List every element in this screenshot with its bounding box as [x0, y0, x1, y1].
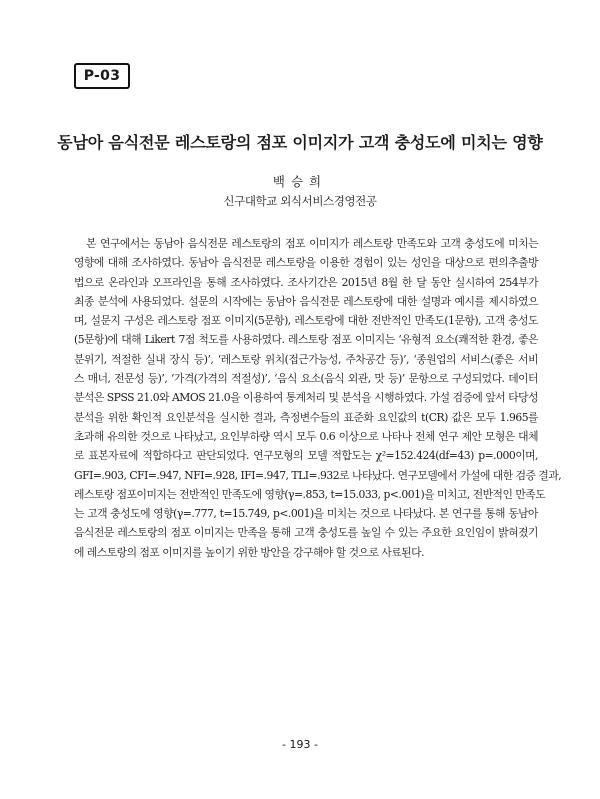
paper-title: 동남아 음식전문 레스토랑의 점포 이미지가 고객 충성도에 미치는 영향	[57, 133, 543, 152]
abstract-line: GFI=.903, CFI=.947, NFI=.928, IFI=.947, TLI=.932로 나타났다. 연구모델에서 가설에 대한 검증 결과,	[74, 468, 562, 482]
abstract-line: 는 고객 충성도에 영향(γ=.777, t=15.749, p<.001)을 미치는 것으로 나타났다. 본 연구를 통해 동남아	[74, 507, 538, 521]
abstract-line: 초과해 유의한 것으로 나타났고, 요인부하량 역시 모두 0.6 이상으로 나타나 전체 연구 제안 모형은 대체	[74, 429, 538, 443]
abstract-line: (5문항)에 대해 Likert 7점 척도를 사용하였다. 레스토랑 점포 이미지는 ‘유형적 요소(쾌적한 환경, 좋은	[74, 333, 538, 347]
abstract-line: 분석을 위한 확인적 요인분석을 실시한 결과, 측정변수들의 표준화 요인값의 t(CR) 값은 모두 1.965를	[74, 410, 538, 424]
author-affiliation: 신구대학교 외식서비스경영전공	[223, 194, 377, 208]
abstract-line: 영향에 대해 조사하였다. 동남아 음식전문 레스토랑을 이용한 경험이 있는 성인을 대상으로 편의추출방	[74, 256, 538, 270]
abstract-line: 법으로 온라인과 오프라인을 통해 조사하였다. 조사기간은 2015년 8월 한 달 동안 실시하여 254부가	[74, 275, 538, 289]
abstract-body	[74, 234, 562, 562]
abstract-line: 분위기, 적절한 실내 장식 등)’, ‘레스토랑 위치(접근가능성, 주차공간 등)’, ‘종원업의 서비스(좋은 서비	[74, 352, 538, 366]
abstract-line: 에 레스토랑의 점포 이미지를 높이기 위한 방안을 강구해야 할 것으로 사료된다.	[74, 545, 425, 559]
page-number: - 193 -	[282, 738, 318, 751]
abstract-line: 음식전문 레스토랑의 점포 이미지는 만족을 통해 고객 충성도를 높일 수 있는 주요한 요인임이 밝혀졌기	[74, 526, 538, 540]
author-name: 백승희	[272, 174, 328, 189]
abstract-line: 최종 분석에 사용되었다. 설문의 시작에는 동남아 음식전문 레스토랑에 대한 설명과 예시를 제시하였으	[74, 294, 538, 308]
poster-id-badge: P-03	[74, 63, 130, 89]
abstract-line: 며, 설문지 구성은 레스토랑 점포 이미지(5문항), 레스토랑에 대한 전반적인 만족도(1문항), 고객 충성도	[74, 314, 538, 328]
abstract-line: 분석은 SPSS 21.0와 AMOS 21.0을 이용하여 통계처리 및 분석을 시행하였다. 가설 검증에 앞서 타당성	[74, 391, 538, 405]
abstract-line: 로 표본자료에 적합하다고 판단되었다. 연구모형의 모델 적합도는 χ²=152.424(df=43) p=.000이며,	[74, 449, 538, 463]
abstract-line: 레스토랑 점포이미지는 전반적인 만족도에 영향(γ=.853, t=15.033, p<.001)을 미치고, 전반적인 만족도	[74, 487, 546, 501]
abstract-line: 본 연구에서는 동남아 음식전문 레스토랑의 점포 이미지가 레스토랑 만족도와 고객 충성도에 미치는	[86, 237, 538, 250]
abstract-line: 스 매너, 전문성 등)’, ‘가격(가격의 적절성)’, ‘음식 요소(음식 외관, 맛 등)’ 문항으로 구성되었다. 데이터	[74, 372, 538, 386]
